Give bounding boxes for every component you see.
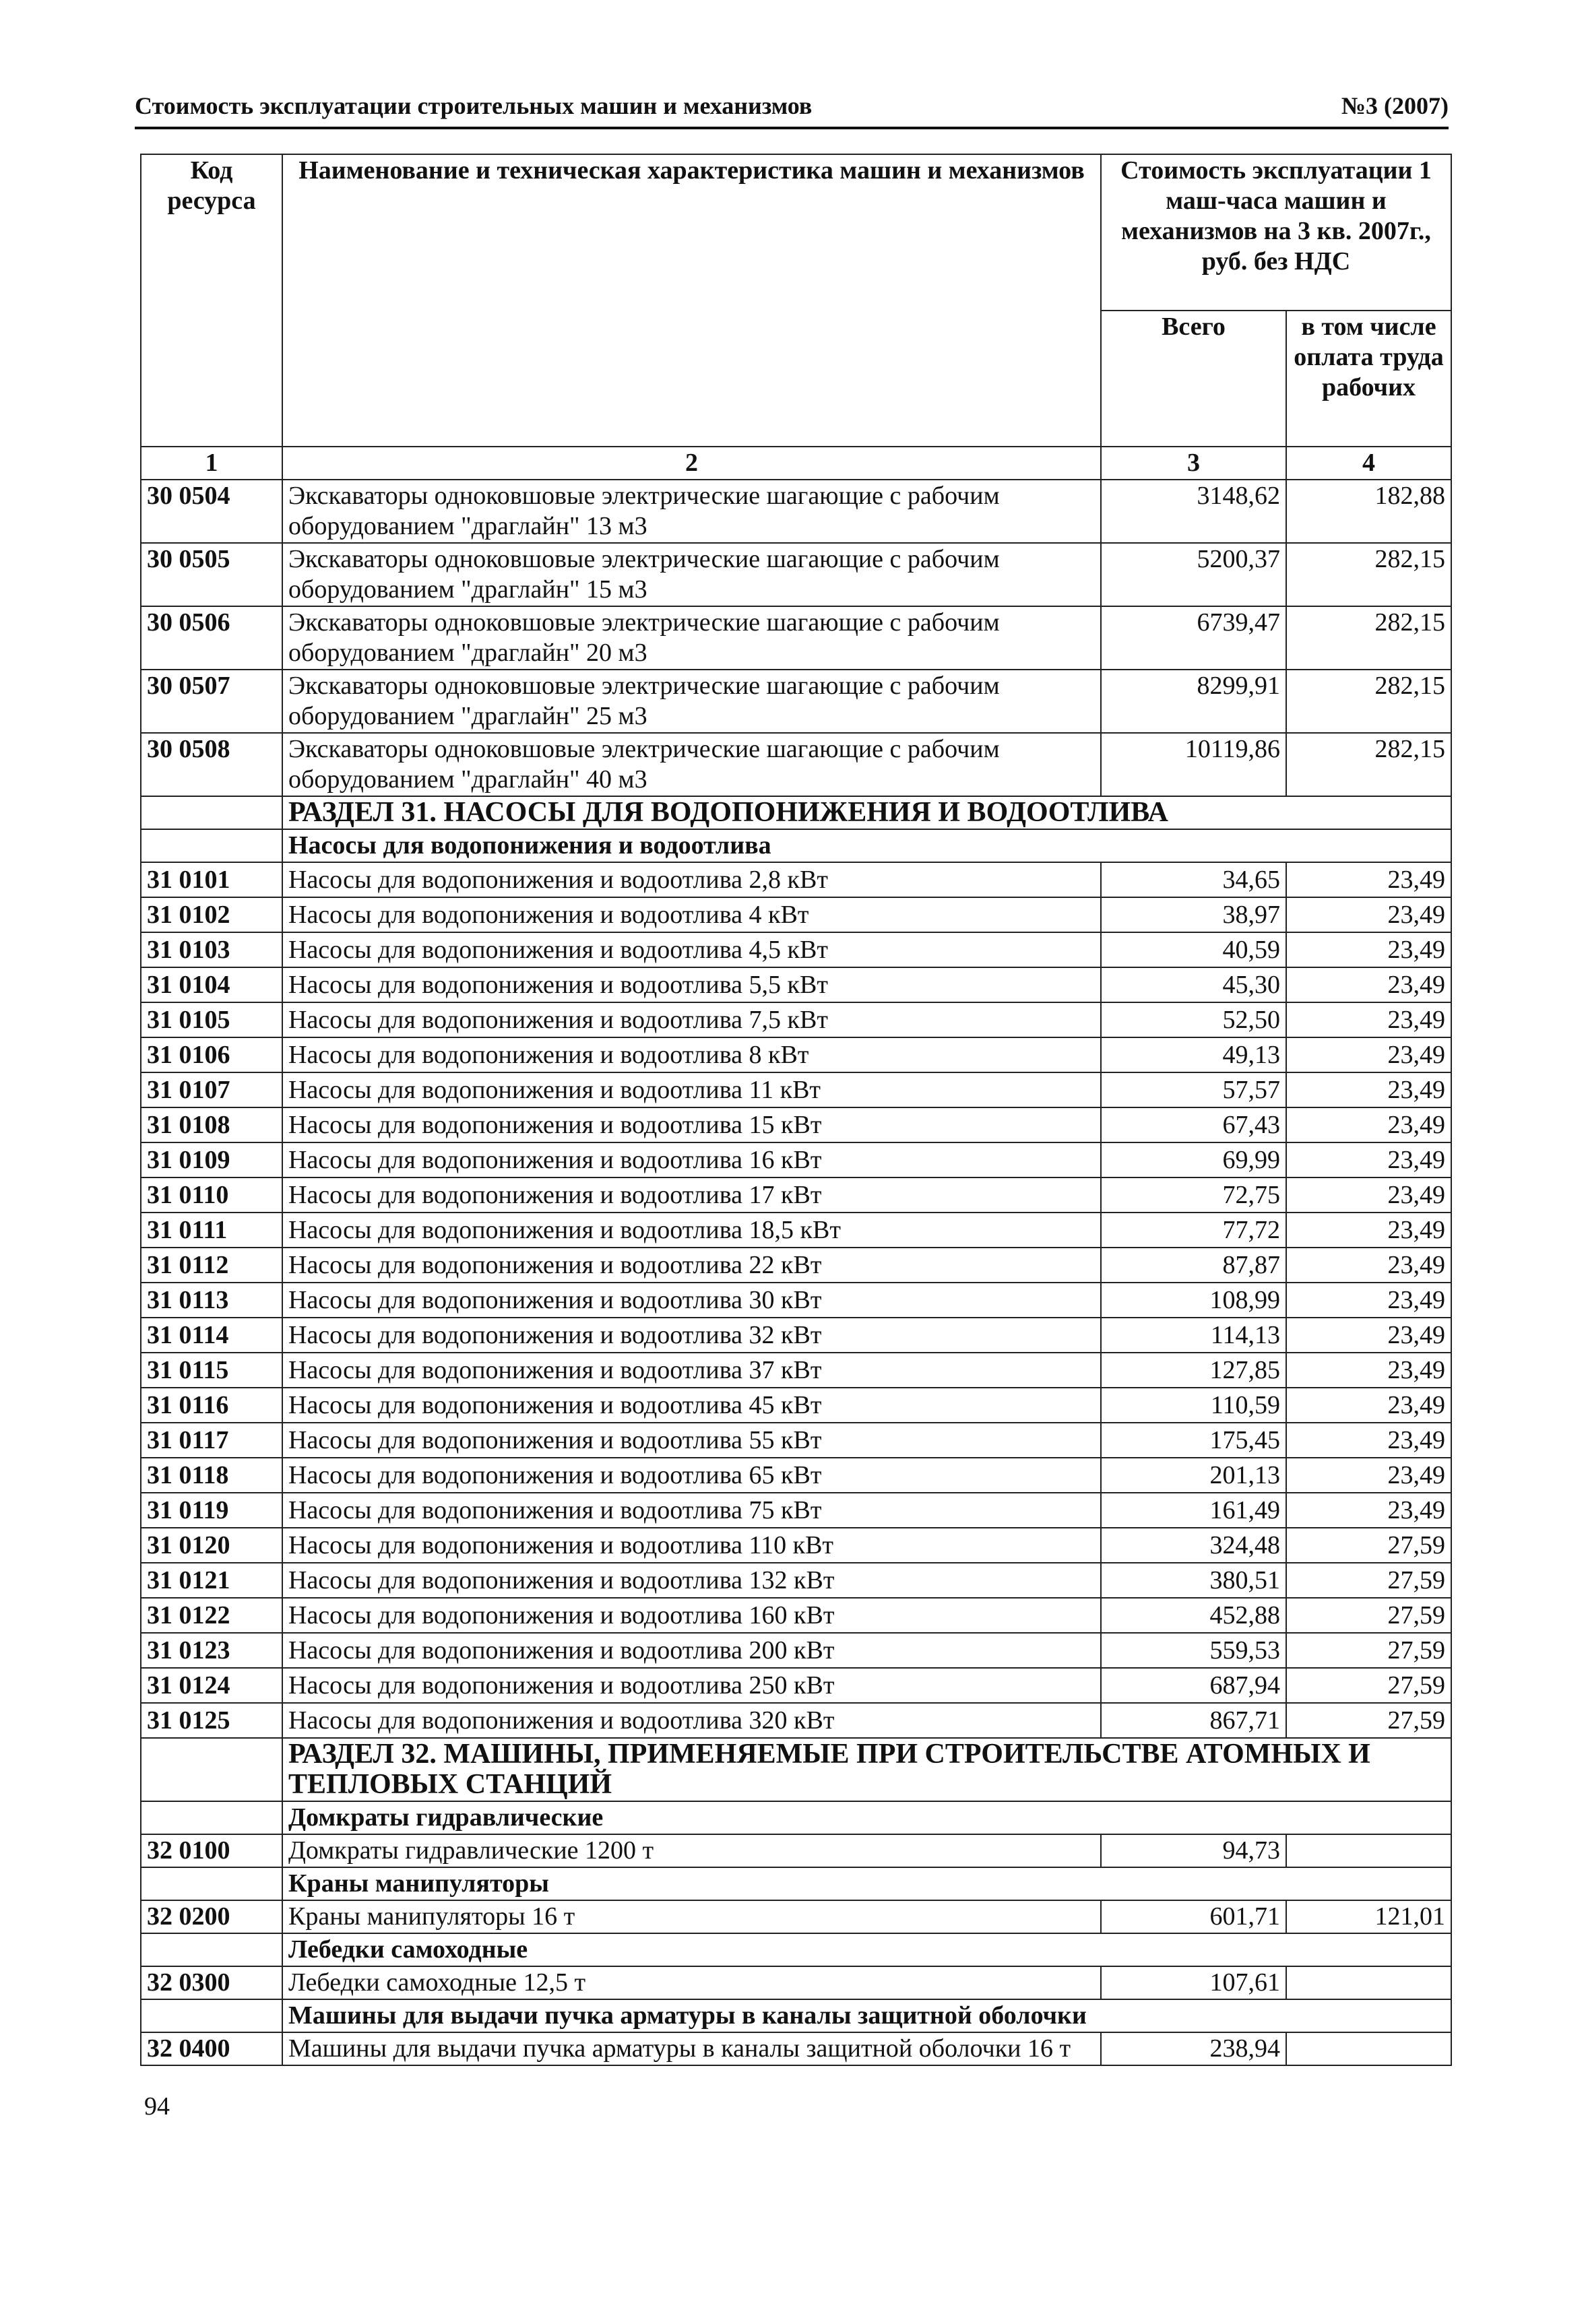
header-row [141, 154, 1451, 311]
cost-labor [1286, 1834, 1451, 1867]
resource-code: 31 0121 [141, 1563, 282, 1598]
cost-labor: 27,59 [1286, 1563, 1451, 1598]
issue-number: №3 (2007) [1341, 92, 1449, 119]
empty-code-cell [141, 1999, 282, 2032]
cost-labor: 282,15 [1286, 733, 1451, 796]
resource-code: 31 0118 [141, 1458, 282, 1493]
group-title: Лебедки самоходные [282, 1933, 1451, 1966]
empty-code-cell [141, 1738, 282, 1801]
cost-labor: 23,49 [1286, 1002, 1451, 1037]
column-number-row [141, 447, 1451, 480]
resource-code: 30 0505 [141, 543, 282, 606]
resource-code: 31 0110 [141, 1177, 282, 1213]
cost-labor: 282,15 [1286, 543, 1451, 606]
cost-labor: 23,49 [1286, 1107, 1451, 1142]
machine-name: Насосы для водопонижения и водоотлива 250 кВт [282, 1668, 1101, 1703]
table-row [141, 1142, 1451, 1177]
empty-code-cell [141, 829, 282, 862]
cost-labor [1286, 1966, 1451, 1999]
cost-total: 52,50 [1101, 1002, 1286, 1037]
resource-code: 30 0507 [141, 670, 282, 733]
resource-code: 32 0200 [141, 1900, 282, 1933]
resource-code: 30 0504 [141, 480, 282, 543]
cost-total: 452,88 [1101, 1598, 1286, 1633]
cost-total: 49,13 [1101, 1037, 1286, 1072]
machine-name: Насосы для водопонижения и водоотлива 110 кВт [282, 1528, 1101, 1563]
table-row [141, 1248, 1451, 1283]
col-header-labor: в том числе оплата труда рабочих [1286, 311, 1451, 447]
col-number: 2 [282, 447, 1101, 480]
machine-name: Насосы для водопонижения и водоотлива 200 кВт [282, 1633, 1101, 1668]
group-title-row [141, 1933, 1451, 1966]
cost-total: 238,94 [1101, 2032, 1286, 2065]
cost-total: 601,71 [1101, 1900, 1286, 1933]
machine-name: Насосы для водопонижения и водоотлива 22 кВт [282, 1248, 1101, 1283]
resource-code: 30 0508 [141, 733, 282, 796]
cost-labor: 23,49 [1286, 1318, 1451, 1353]
table-row [141, 1598, 1451, 1633]
resource-code: 31 0106 [141, 1037, 282, 1072]
cost-labor: 23,49 [1286, 932, 1451, 967]
cost-total: 161,49 [1101, 1493, 1286, 1528]
empty-code-cell [141, 1867, 282, 1900]
machine-name: Насосы для водопонижения и водоотлива 2,8 кВт [282, 862, 1101, 897]
cost-labor: 23,49 [1286, 1458, 1451, 1493]
cost-total: 110,59 [1101, 1388, 1286, 1423]
section-title-row [141, 796, 1451, 829]
machine-name: Насосы для водопонижения и водоотлива 132 кВт [282, 1563, 1101, 1598]
group-title: Машины для выдачи пучка арматуры в каналы защитной оболочки [282, 1999, 1451, 2032]
cost-labor: 23,49 [1286, 1142, 1451, 1177]
machine-name: Насосы для водопонижения и водоотлива 8 кВт [282, 1037, 1101, 1072]
cost-total: 108,99 [1101, 1283, 1286, 1318]
table-row [141, 1002, 1451, 1037]
resource-code: 31 0123 [141, 1633, 282, 1668]
cost-labor: 23,49 [1286, 1423, 1451, 1458]
cost-labor: 23,49 [1286, 1072, 1451, 1107]
empty-code-cell [141, 796, 282, 829]
col-number: 3 [1101, 447, 1286, 480]
cost-total: 72,75 [1101, 1177, 1286, 1213]
table-row [141, 1668, 1451, 1703]
col-header-cost: Стоимость эксплуатации 1 маш-часа машин и механизмов на 3 кв. 2007г., руб. без НДС [1101, 154, 1451, 311]
resource-code: 31 0111 [141, 1213, 282, 1248]
resource-code: 31 0115 [141, 1353, 282, 1388]
group-title-row [141, 1999, 1451, 2032]
cost-total: 201,13 [1101, 1458, 1286, 1493]
cost-total: 10119,86 [1101, 733, 1286, 796]
machine-name: Насосы для водопонижения и водоотлива 55 кВт [282, 1423, 1101, 1458]
cost-labor: 27,59 [1286, 1598, 1451, 1633]
table-row [141, 1177, 1451, 1213]
cost-total: 175,45 [1101, 1423, 1286, 1458]
cost-labor: 23,49 [1286, 1353, 1451, 1388]
cost-total: 40,59 [1101, 932, 1286, 967]
machine-name: Экскаваторы одноковшовые электрические шагающие с рабочим оборудованием "драглайн" 20 м3 [282, 606, 1101, 670]
table-row [141, 480, 1451, 543]
machine-name: Насосы для водопонижения и водоотлива 75 кВт [282, 1493, 1101, 1528]
table-row [141, 1318, 1451, 1353]
machine-name: Экскаваторы одноковшовые электрические шагающие с рабочим оборудованием "драглайн" 13 м3 [282, 480, 1101, 543]
resource-code: 31 0119 [141, 1493, 282, 1528]
table-row [141, 1213, 1451, 1248]
cost-total: 94,73 [1101, 1834, 1286, 1867]
machine-name: Домкраты гидравлические 1200 т [282, 1834, 1101, 1867]
table-row [141, 670, 1451, 733]
table-row [141, 932, 1451, 967]
machine-name: Насосы для водопонижения и водоотлива 18,5 кВт [282, 1213, 1101, 1248]
table-row [141, 967, 1451, 1002]
cost-total: 38,97 [1101, 897, 1286, 932]
resource-code: 31 0116 [141, 1388, 282, 1423]
section-title: РАЗДЕЛ 31. НАСОСЫ ДЛЯ ВОДОПОНИЖЕНИЯ И ВОДООТЛИВА [282, 796, 1451, 829]
resource-code: 31 0105 [141, 1002, 282, 1037]
cost-labor: 23,49 [1286, 1388, 1451, 1423]
col-number: 1 [141, 447, 282, 480]
cost-total: 67,43 [1101, 1107, 1286, 1142]
resource-code: 31 0107 [141, 1072, 282, 1107]
machine-name: Лебедки самоходные 12,5 т [282, 1966, 1101, 1999]
page-header [135, 89, 1449, 129]
group-title-row [141, 1867, 1451, 1900]
cost-total: 114,13 [1101, 1318, 1286, 1353]
machine-name: Насосы для водопонижения и водоотлива 45 кВт [282, 1388, 1101, 1423]
resource-code: 32 0100 [141, 1834, 282, 1867]
publication-title: Стоимость эксплуатации строительных машин и механизмов [135, 92, 813, 119]
machine-name: Насосы для водопонижения и водоотлива 11 кВт [282, 1072, 1101, 1107]
col-header-name: Наименование и техническая характеристика машин и механизмов [282, 154, 1101, 447]
cost-labor [1286, 2032, 1451, 2065]
cost-total: 45,30 [1101, 967, 1286, 1002]
machine-name: Экскаваторы одноковшовые электрические шагающие с рабочим оборудованием "драглайн" 25 м3 [282, 670, 1101, 733]
cost-total: 559,53 [1101, 1633, 1286, 1668]
cost-labor: 23,49 [1286, 1177, 1451, 1213]
cost-total: 69,99 [1101, 1142, 1286, 1177]
group-title: Краны манипуляторы [282, 1867, 1451, 1900]
section-title-row [141, 1738, 1451, 1801]
cost-labor: 23,49 [1286, 1493, 1451, 1528]
machine-name: Насосы для водопонижения и водоотлива 17 кВт [282, 1177, 1101, 1213]
cost-labor: 23,49 [1286, 1037, 1451, 1072]
table-row [141, 733, 1451, 796]
table-row [141, 1388, 1451, 1423]
machine-name: Насосы для водопонижения и водоотлива 65 кВт [282, 1458, 1101, 1493]
machine-name: Машины для выдачи пучка арматуры в каналы защитной оболочки 16 т [282, 2032, 1101, 2065]
machine-name: Насосы для водопонижения и водоотлива 4,5 кВт [282, 932, 1101, 967]
table-row [141, 1563, 1451, 1598]
cost-total: 5200,37 [1101, 543, 1286, 606]
cost-total: 6739,47 [1101, 606, 1286, 670]
table-row [141, 1703, 1451, 1738]
cost-total: 87,87 [1101, 1248, 1286, 1283]
table-row [141, 1900, 1451, 1933]
cost-labor: 282,15 [1286, 670, 1451, 733]
cost-total: 127,85 [1101, 1353, 1286, 1388]
cost-total: 77,72 [1101, 1213, 1286, 1248]
resource-code: 31 0114 [141, 1318, 282, 1353]
resource-code: 32 0300 [141, 1966, 282, 1999]
cost-total: 687,94 [1101, 1668, 1286, 1703]
cost-total: 3148,62 [1101, 480, 1286, 543]
cost-total: 380,51 [1101, 1563, 1286, 1598]
cost-labor: 182,88 [1286, 480, 1451, 543]
resource-code: 31 0108 [141, 1107, 282, 1142]
resource-code: 31 0113 [141, 1283, 282, 1318]
table-row [141, 1528, 1451, 1563]
cost-total: 324,48 [1101, 1528, 1286, 1563]
table-row [141, 1834, 1451, 1867]
cost-table [140, 154, 1452, 2066]
cost-labor: 27,59 [1286, 1703, 1451, 1738]
cost-total: 8299,91 [1101, 670, 1286, 733]
cost-labor: 27,59 [1286, 1528, 1451, 1563]
group-title-row [141, 1801, 1451, 1834]
resource-code: 31 0109 [141, 1142, 282, 1177]
table-row [141, 543, 1451, 606]
table-row [141, 1037, 1451, 1072]
section-title: РАЗДЕЛ 32. МАШИНЫ, ПРИМЕНЯЕМЫЕ ПРИ СТРОИТЕЛЬСТВЕ АТОМНЫХ И ТЕПЛОВЫХ СТАНЦИЙ [282, 1738, 1451, 1801]
machine-name: Насосы для водопонижения и водоотлива 30 кВт [282, 1283, 1101, 1318]
table-row [141, 1283, 1451, 1318]
page-number: 94 [144, 2092, 170, 2121]
table-row [141, 1633, 1451, 1668]
machine-name: Насосы для водопонижения и водоотлива 7,5 кВт [282, 1002, 1101, 1037]
col-number: 4 [1286, 447, 1451, 480]
table-row [141, 1423, 1451, 1458]
resource-code: 31 0104 [141, 967, 282, 1002]
machine-name: Насосы для водопонижения и водоотлива 5,5 кВт [282, 967, 1101, 1002]
cost-total: 34,65 [1101, 862, 1286, 897]
table-row [141, 1107, 1451, 1142]
resource-code: 31 0125 [141, 1703, 282, 1738]
table-row [141, 2032, 1451, 2065]
machine-name: Экскаваторы одноковшовые электрические шагающие с рабочим оборудованием "драглайн" 40 м3 [282, 733, 1101, 796]
col-header-total: Всего [1101, 311, 1286, 447]
resource-code: 32 0400 [141, 2032, 282, 2065]
resource-code: 31 0101 [141, 862, 282, 897]
resource-code: 31 0112 [141, 1248, 282, 1283]
cost-labor: 27,59 [1286, 1668, 1451, 1703]
table-row [141, 1072, 1451, 1107]
cost-labor: 23,49 [1286, 1283, 1451, 1318]
resource-code: 31 0102 [141, 897, 282, 932]
cost-labor: 27,59 [1286, 1633, 1451, 1668]
resource-code: 31 0103 [141, 932, 282, 967]
table-row [141, 1458, 1451, 1493]
empty-code-cell [141, 1801, 282, 1834]
machine-name: Насосы для водопонижения и водоотлива 4 кВт [282, 897, 1101, 932]
resource-code: 31 0120 [141, 1528, 282, 1563]
cost-labor: 23,49 [1286, 862, 1451, 897]
machine-name: Насосы для водопонижения и водоотлива 320 кВт [282, 1703, 1101, 1738]
table-row [141, 1493, 1451, 1528]
table-row [141, 897, 1451, 932]
machine-name: Краны манипуляторы 16 т [282, 1900, 1101, 1933]
cost-labor: 282,15 [1286, 606, 1451, 670]
cost-total: 867,71 [1101, 1703, 1286, 1738]
cost-labor: 23,49 [1286, 1213, 1451, 1248]
table-row [141, 862, 1451, 897]
table-row [141, 1966, 1451, 1999]
group-title-row [141, 829, 1451, 862]
resource-code: 31 0124 [141, 1668, 282, 1703]
machine-name: Насосы для водопонижения и водоотлива 16 кВт [282, 1142, 1101, 1177]
resource-code: 31 0122 [141, 1598, 282, 1633]
cost-labor: 23,49 [1286, 1248, 1451, 1283]
table-body [141, 480, 1451, 2065]
table-row [141, 1353, 1451, 1388]
machine-name: Насосы для водопонижения и водоотлива 32 кВт [282, 1318, 1101, 1353]
machine-name: Насосы для водопонижения и водоотлива 160 кВт [282, 1598, 1101, 1633]
machine-name: Насосы для водопонижения и водоотлива 15 кВт [282, 1107, 1101, 1142]
group-title: Домкраты гидравлические [282, 1801, 1451, 1834]
cost-labor: 121,01 [1286, 1900, 1451, 1933]
resource-code: 31 0117 [141, 1423, 282, 1458]
cost-total: 107,61 [1101, 1966, 1286, 1999]
resource-code: 30 0506 [141, 606, 282, 670]
empty-code-cell [141, 1933, 282, 1966]
group-title: Насосы для водопонижения и водоотлива [282, 829, 1451, 862]
table-row [141, 606, 1451, 670]
machine-name: Насосы для водопонижения и водоотлива 37 кВт [282, 1353, 1101, 1388]
machine-name: Экскаваторы одноковшовые электрические шагающие с рабочим оборудованием "драглайн" 15 м3 [282, 543, 1101, 606]
cost-total: 57,57 [1101, 1072, 1286, 1107]
cost-labor: 23,49 [1286, 967, 1451, 1002]
cost-labor: 23,49 [1286, 897, 1451, 932]
col-header-code: Код ресурса [141, 154, 282, 447]
